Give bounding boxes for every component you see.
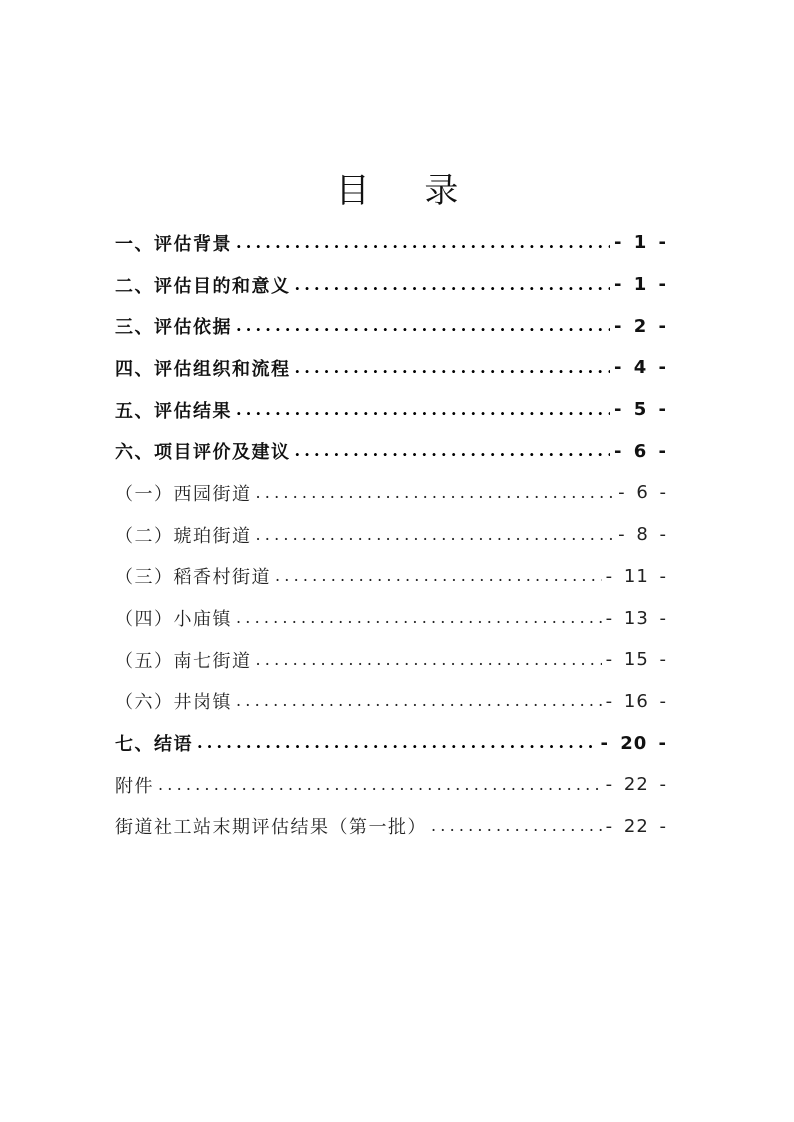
toc-entry-page: - 8 - [618, 524, 667, 546]
toc-entry-label: 七、结语 [115, 734, 193, 756]
toc-entry-label: 五、评估结果 [115, 400, 232, 422]
toc-entry-page: - 13 - [605, 607, 667, 629]
toc-entry-page: - 2 - [614, 315, 667, 337]
toc-entry[interactable] [115, 722, 667, 764]
toc-entry[interactable] [115, 389, 667, 431]
toc-dot-leader [295, 441, 611, 461]
toc-dot-leader [236, 233, 610, 253]
toc-entry-label: 六、项目评价及建议 [115, 442, 291, 464]
toc-entry-label: 二、评估目的和意义 [115, 275, 291, 297]
toc-entry-page: - 15 - [605, 649, 667, 671]
toc-subentry[interactable] [115, 472, 667, 514]
table-of-contents [115, 222, 667, 847]
toc-dot-leader [236, 608, 602, 628]
toc-entry-page: - 5 - [614, 399, 667, 421]
toc-entry-page: - 22 - [605, 815, 667, 837]
toc-dot-leader [158, 775, 602, 795]
toc-entry-label: （三）稻香村街道 [115, 567, 271, 589]
toc-dot-leader [236, 316, 610, 336]
toc-entry-page: - 6 - [618, 482, 667, 504]
toc-dot-leader [256, 525, 615, 545]
toc-entry-label: （四）小庙镇 [115, 609, 232, 631]
toc-dot-leader [295, 275, 611, 295]
toc-entry-page: - 6 - [614, 440, 667, 462]
toc-entry-page: - 11 - [605, 565, 667, 587]
toc-entry-page: - 1 - [614, 232, 667, 254]
toc-entry-label: 三、评估依据 [115, 317, 232, 339]
toc-dot-leader [197, 733, 596, 753]
toc-entry-label: 一、评估背景 [115, 233, 232, 255]
toc-entry[interactable] [115, 347, 667, 389]
toc-dot-leader [256, 483, 615, 503]
toc-dot-leader [431, 816, 602, 836]
toc-entry[interactable] [115, 430, 667, 472]
toc-entry-page: - 4 - [614, 357, 667, 379]
toc-dot-leader [236, 400, 610, 420]
toc-entry[interactable] [115, 305, 667, 347]
toc-entry[interactable] [115, 264, 667, 306]
toc-entry-label: （二）琥珀街道 [115, 525, 252, 547]
toc-dot-leader [256, 650, 602, 670]
toc-subentry[interactable] [115, 514, 667, 556]
toc-subentry[interactable] [115, 556, 667, 598]
toc-entry-label: 四、评估组织和流程 [115, 358, 291, 380]
toc-subentry[interactable] [115, 597, 667, 639]
toc-appendix-entry[interactable] [115, 806, 667, 848]
toc-entry-label: （五）南七街道 [115, 650, 252, 672]
toc-appendix-entry[interactable] [115, 764, 667, 806]
toc-subentry[interactable] [115, 681, 667, 723]
toc-dot-leader [295, 358, 611, 378]
toc-entry-page: - 22 - [605, 774, 667, 796]
toc-entry-label: （六）井岗镇 [115, 692, 232, 714]
toc-entry-label: （一）西园街道 [115, 483, 252, 505]
toc-entry[interactable] [115, 222, 667, 264]
toc-entry-page: - 1 - [614, 274, 667, 296]
toc-entry-page: - 16 - [605, 690, 667, 712]
toc-subentry[interactable] [115, 639, 667, 681]
toc-entry-label: 街道社工站末期评估结果（第一批） [115, 817, 427, 839]
toc-entry-page: - 20 - [600, 732, 667, 754]
toc-dot-leader [275, 566, 602, 586]
page-title: 目 录 [335, 171, 481, 211]
toc-entry-label: 附件 [115, 775, 154, 797]
toc-dot-leader [236, 691, 602, 711]
